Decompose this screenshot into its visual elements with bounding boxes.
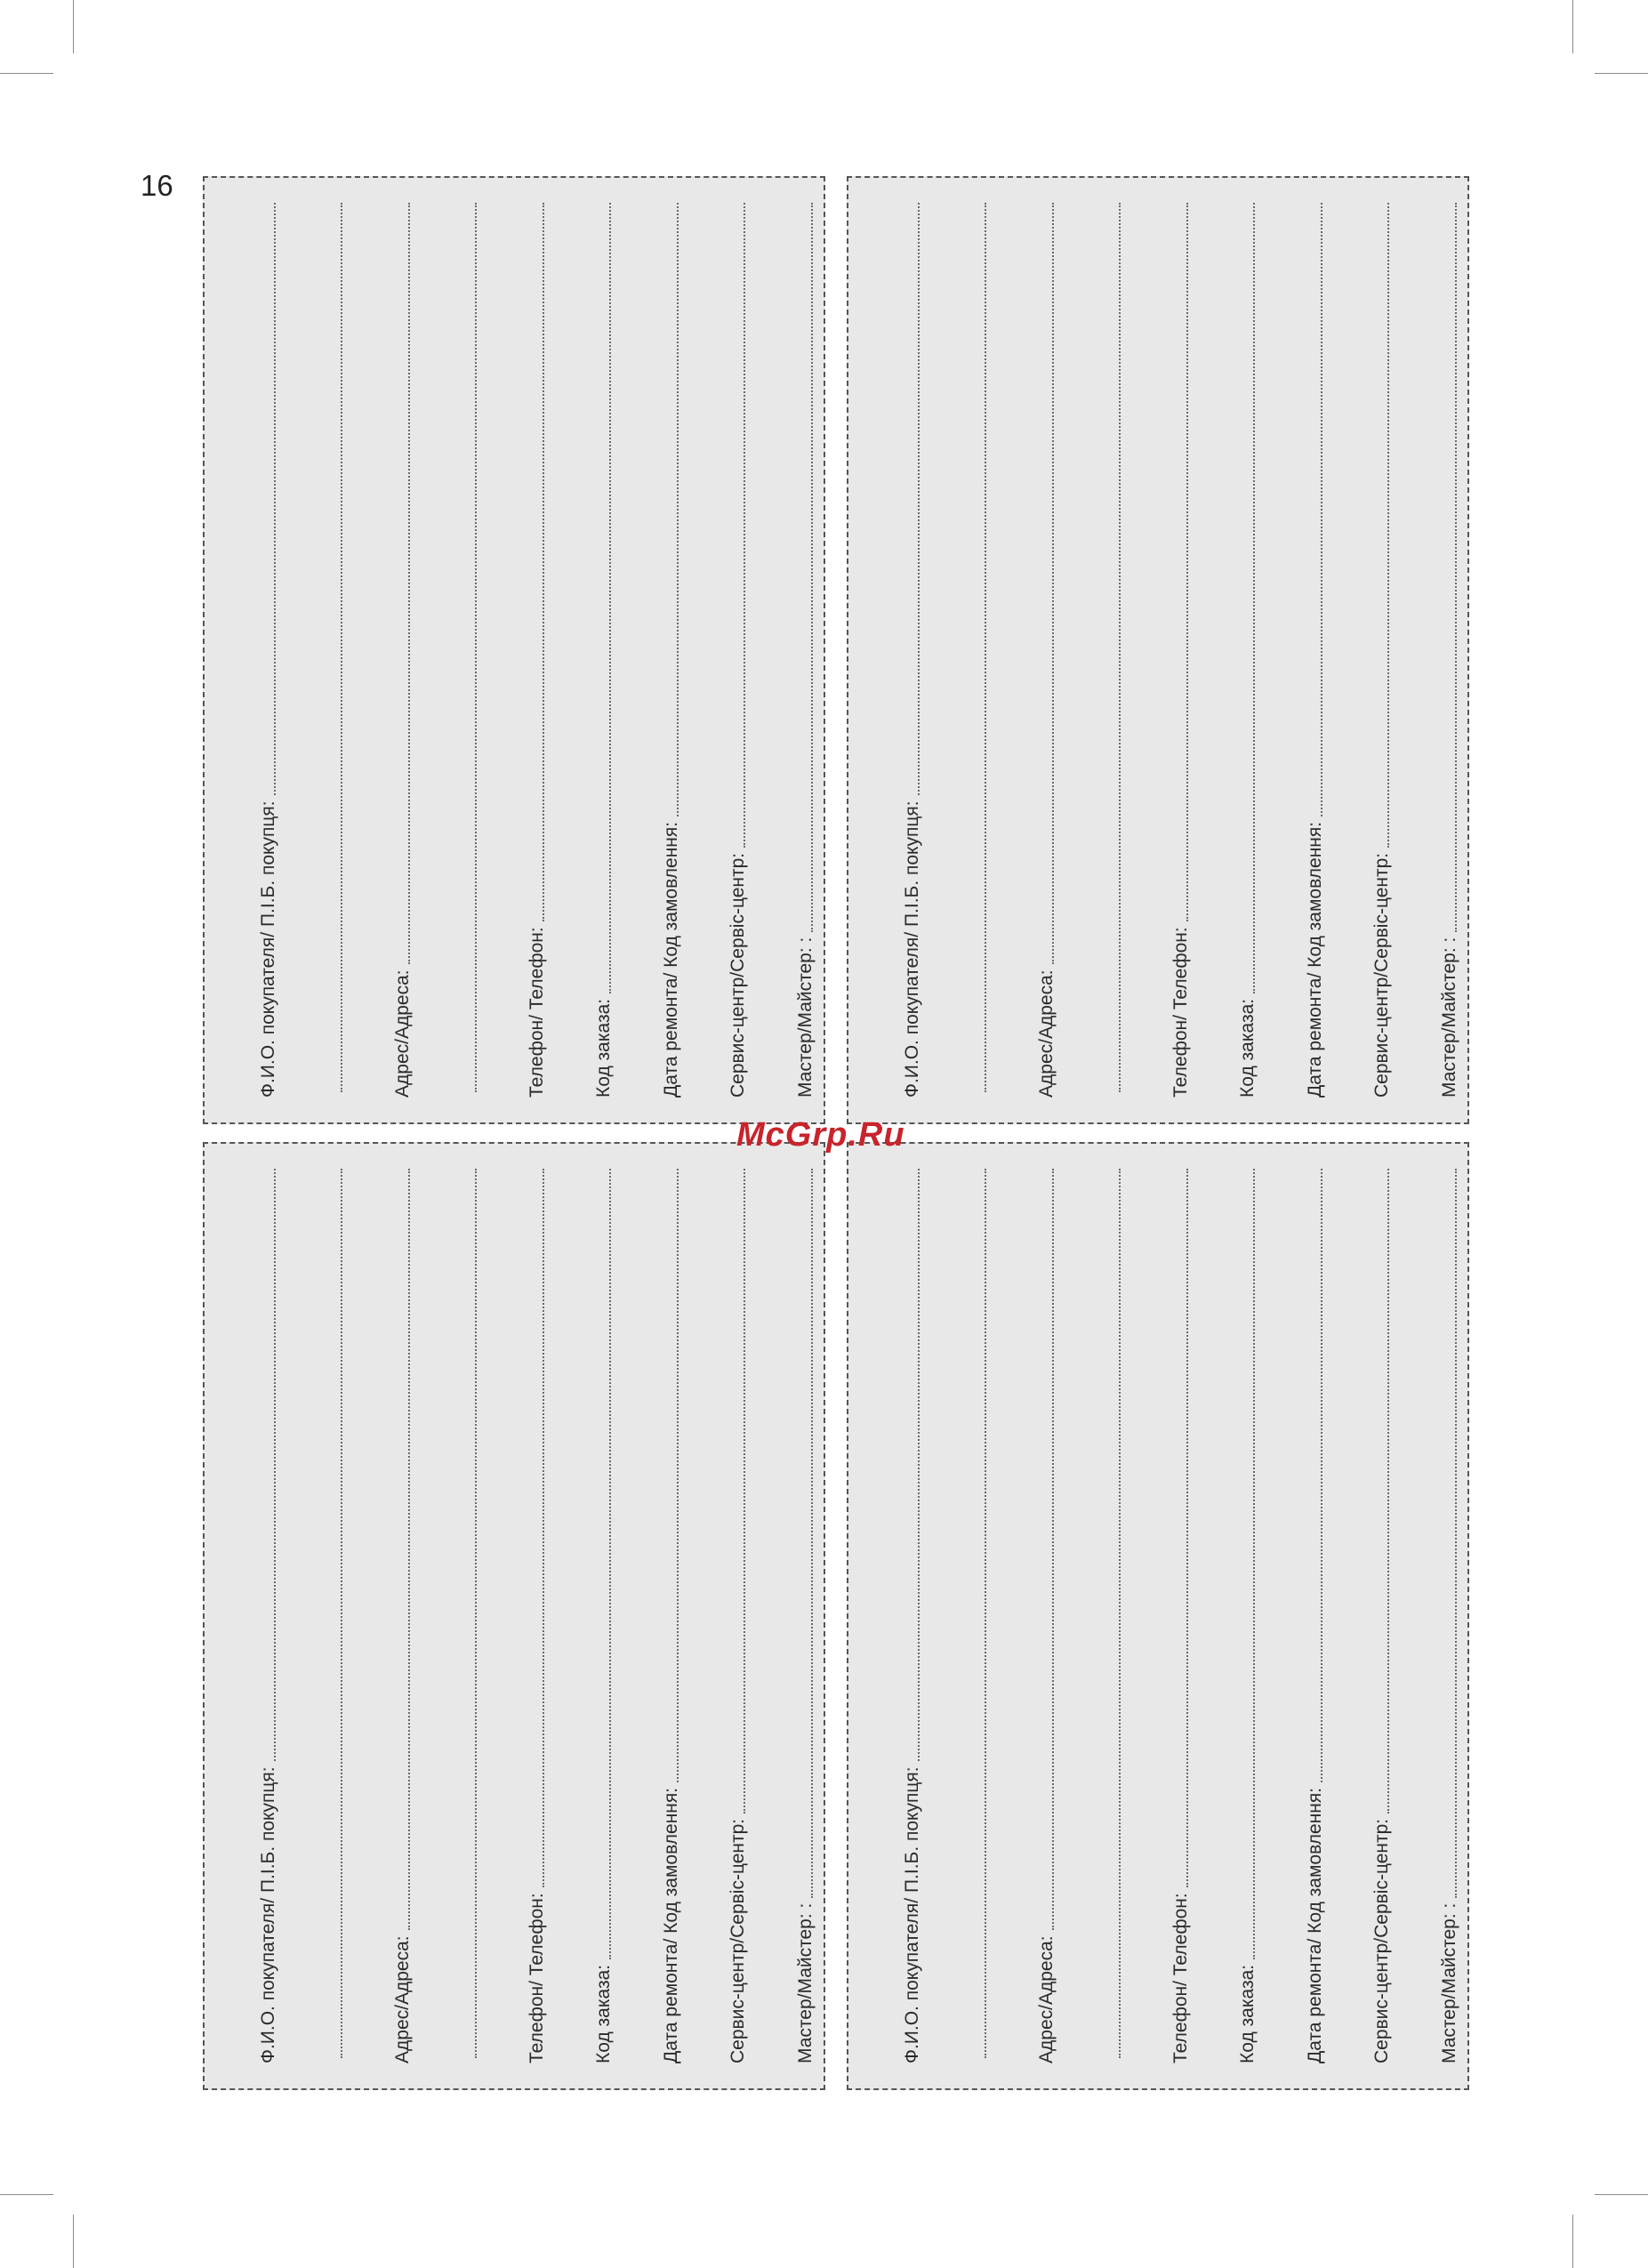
dotted-line bbox=[1186, 203, 1188, 921]
field-label: Ф.И.О. покупателя/ П.І.Б. покупця: bbox=[901, 800, 922, 1098]
field-label: Сервис-центр/Сервіс-центр: bbox=[1371, 1818, 1392, 2063]
dotted-line bbox=[274, 203, 276, 795]
dotted-line bbox=[918, 1169, 920, 1761]
field-label: Ф.И.О. покупателя/ П.І.Б. покупця: bbox=[257, 800, 278, 1098]
field-label: Сервис-центр/Сервіс-центр: bbox=[1371, 852, 1392, 1098]
field-label: Дата ремонта/ Код замовлення: bbox=[660, 1787, 681, 2063]
dotted-line bbox=[1186, 1169, 1188, 1887]
field-row[interactable] bbox=[286, 1169, 354, 2063]
dotted-line bbox=[1387, 203, 1389, 848]
field-label: Сервис-центр/Сервіс-центр: bbox=[728, 852, 748, 1098]
field-label: Адрес/Адреса: bbox=[391, 1935, 413, 2063]
field-row[interactable] bbox=[1131, 203, 1199, 1098]
dotted-line bbox=[811, 1169, 813, 1898]
dotted-line bbox=[475, 203, 477, 1092]
dotted-line bbox=[744, 203, 745, 848]
dotted-line bbox=[1052, 203, 1054, 964]
field-row[interactable] bbox=[219, 1169, 286, 2063]
field-row[interactable] bbox=[1266, 203, 1333, 1098]
dotted-line bbox=[1455, 1169, 1457, 1898]
field-row[interactable] bbox=[1065, 1169, 1132, 2063]
coupon-fields bbox=[205, 178, 824, 1122]
warranty-coupon bbox=[203, 176, 825, 1124]
dotted-line bbox=[985, 1169, 986, 2058]
page-number: 16 bbox=[141, 169, 173, 202]
field-label: Телефон/ Телефон: bbox=[526, 1893, 547, 2063]
field-row[interactable] bbox=[219, 203, 286, 1098]
field-label: Дата ремонта/ Код замовлення: bbox=[1304, 821, 1325, 1098]
field-row[interactable] bbox=[863, 203, 930, 1098]
dotted-line bbox=[341, 1169, 342, 2058]
dotted-line bbox=[918, 203, 920, 795]
field-row[interactable] bbox=[1065, 203, 1132, 1098]
field-row[interactable] bbox=[555, 203, 623, 1098]
field-row[interactable] bbox=[930, 203, 998, 1098]
dotted-line bbox=[1119, 1169, 1121, 2058]
field-row[interactable] bbox=[1199, 203, 1266, 1098]
field-row[interactable] bbox=[487, 203, 555, 1098]
field-row[interactable] bbox=[997, 203, 1065, 1098]
field-label: Код заказа: bbox=[593, 998, 614, 1098]
field-row[interactable] bbox=[353, 1169, 421, 2063]
crop-mark bbox=[73, 2215, 74, 2268]
dotted-line bbox=[1052, 1169, 1054, 1930]
field-label: Телефон/ Телефон: bbox=[526, 927, 547, 1098]
dotted-line bbox=[677, 203, 679, 816]
dotted-line bbox=[811, 203, 813, 932]
dotted-line bbox=[1253, 1169, 1255, 1959]
field-row[interactable] bbox=[1131, 1169, 1199, 2063]
field-row[interactable] bbox=[555, 1169, 623, 2063]
field-label: Мастер/Майстер: : bbox=[794, 937, 816, 1098]
field-label: Телефон/ Телефон: bbox=[1170, 927, 1191, 1098]
field-label: Сервис-центр/Сервіс-центр: bbox=[728, 1818, 748, 2063]
dotted-line bbox=[408, 203, 410, 964]
crop-mark bbox=[0, 2194, 53, 2195]
dotted-line bbox=[1119, 203, 1121, 1092]
field-row[interactable] bbox=[286, 203, 354, 1098]
field-row[interactable] bbox=[1266, 1169, 1333, 2063]
field-row[interactable] bbox=[622, 203, 689, 1098]
dotted-line bbox=[543, 203, 544, 921]
dotted-line bbox=[677, 1169, 679, 1782]
field-row[interactable] bbox=[997, 1169, 1065, 2063]
dotted-line bbox=[1321, 1169, 1322, 1782]
field-row[interactable] bbox=[1400, 1169, 1467, 2063]
dotted-line bbox=[341, 203, 342, 1092]
warranty-coupon bbox=[203, 1142, 825, 2090]
field-row[interactable] bbox=[689, 203, 757, 1098]
field-label: Адрес/Адреса: bbox=[1035, 969, 1057, 1098]
crop-mark bbox=[73, 0, 74, 53]
field-row[interactable] bbox=[1199, 1169, 1266, 2063]
field-row[interactable] bbox=[689, 1169, 757, 2063]
field-label: Адрес/Адреса: bbox=[391, 969, 413, 1098]
dotted-line bbox=[609, 1169, 611, 1959]
dotted-line bbox=[1253, 203, 1255, 993]
crop-mark bbox=[1595, 73, 1648, 74]
field-label: Код заказа: bbox=[1237, 998, 1258, 1098]
field-row[interactable] bbox=[756, 203, 824, 1098]
field-label: Телефон/ Телефон: bbox=[1170, 1893, 1191, 2063]
dotted-line bbox=[1387, 1169, 1389, 1814]
field-label: Дата ремонта/ Код замовлення: bbox=[1304, 1787, 1325, 2063]
crop-mark bbox=[1595, 2194, 1648, 2195]
crop-mark bbox=[1572, 0, 1573, 53]
crop-mark bbox=[0, 73, 53, 74]
coupon-fields bbox=[848, 1144, 1467, 2088]
field-label: Мастер/Майстер: : bbox=[794, 1902, 816, 2063]
dotted-line bbox=[408, 1169, 410, 1930]
field-row[interactable] bbox=[1333, 203, 1401, 1098]
dotted-line bbox=[543, 1169, 544, 1887]
dotted-line bbox=[274, 1169, 276, 1761]
field-label: Дата ремонта/ Код замовлення: bbox=[660, 821, 681, 1098]
field-row[interactable] bbox=[863, 1169, 930, 2063]
field-row[interactable] bbox=[756, 1169, 824, 2063]
field-label: Ф.И.О. покупателя/ П.І.Б. покупця: bbox=[257, 1766, 278, 2063]
field-label: Мастер/Майстер: : bbox=[1438, 937, 1459, 1098]
field-row[interactable] bbox=[353, 203, 421, 1098]
field-row[interactable] bbox=[622, 1169, 689, 2063]
coupon-fields bbox=[205, 1144, 824, 2088]
coupon-fields bbox=[848, 178, 1467, 1122]
field-row[interactable] bbox=[421, 203, 488, 1098]
field-row[interactable] bbox=[421, 1169, 488, 2063]
dotted-line bbox=[475, 1169, 477, 2058]
field-row[interactable] bbox=[930, 1169, 998, 2063]
field-label: Код заказа: bbox=[1237, 1964, 1258, 2063]
field-row[interactable] bbox=[487, 1169, 555, 2063]
dotted-line bbox=[985, 203, 986, 1092]
dotted-line bbox=[744, 1169, 745, 1814]
dotted-line bbox=[1321, 203, 1322, 816]
watermark: McGrp.Ru bbox=[736, 1116, 905, 1154]
warranty-coupon bbox=[847, 176, 1469, 1124]
warranty-coupon bbox=[847, 1142, 1469, 2090]
field-row[interactable] bbox=[1400, 203, 1467, 1098]
dotted-line bbox=[609, 203, 611, 993]
field-row[interactable] bbox=[1333, 1169, 1401, 2063]
field-label: Адрес/Адреса: bbox=[1035, 1935, 1057, 2063]
crop-mark bbox=[1572, 2215, 1573, 2268]
field-label: Ф.И.О. покупателя/ П.І.Б. покупця: bbox=[901, 1766, 922, 2063]
field-label: Мастер/Майстер: : bbox=[1438, 1902, 1459, 2063]
dotted-line bbox=[1455, 203, 1457, 932]
field-label: Код заказа: bbox=[593, 1964, 614, 2063]
